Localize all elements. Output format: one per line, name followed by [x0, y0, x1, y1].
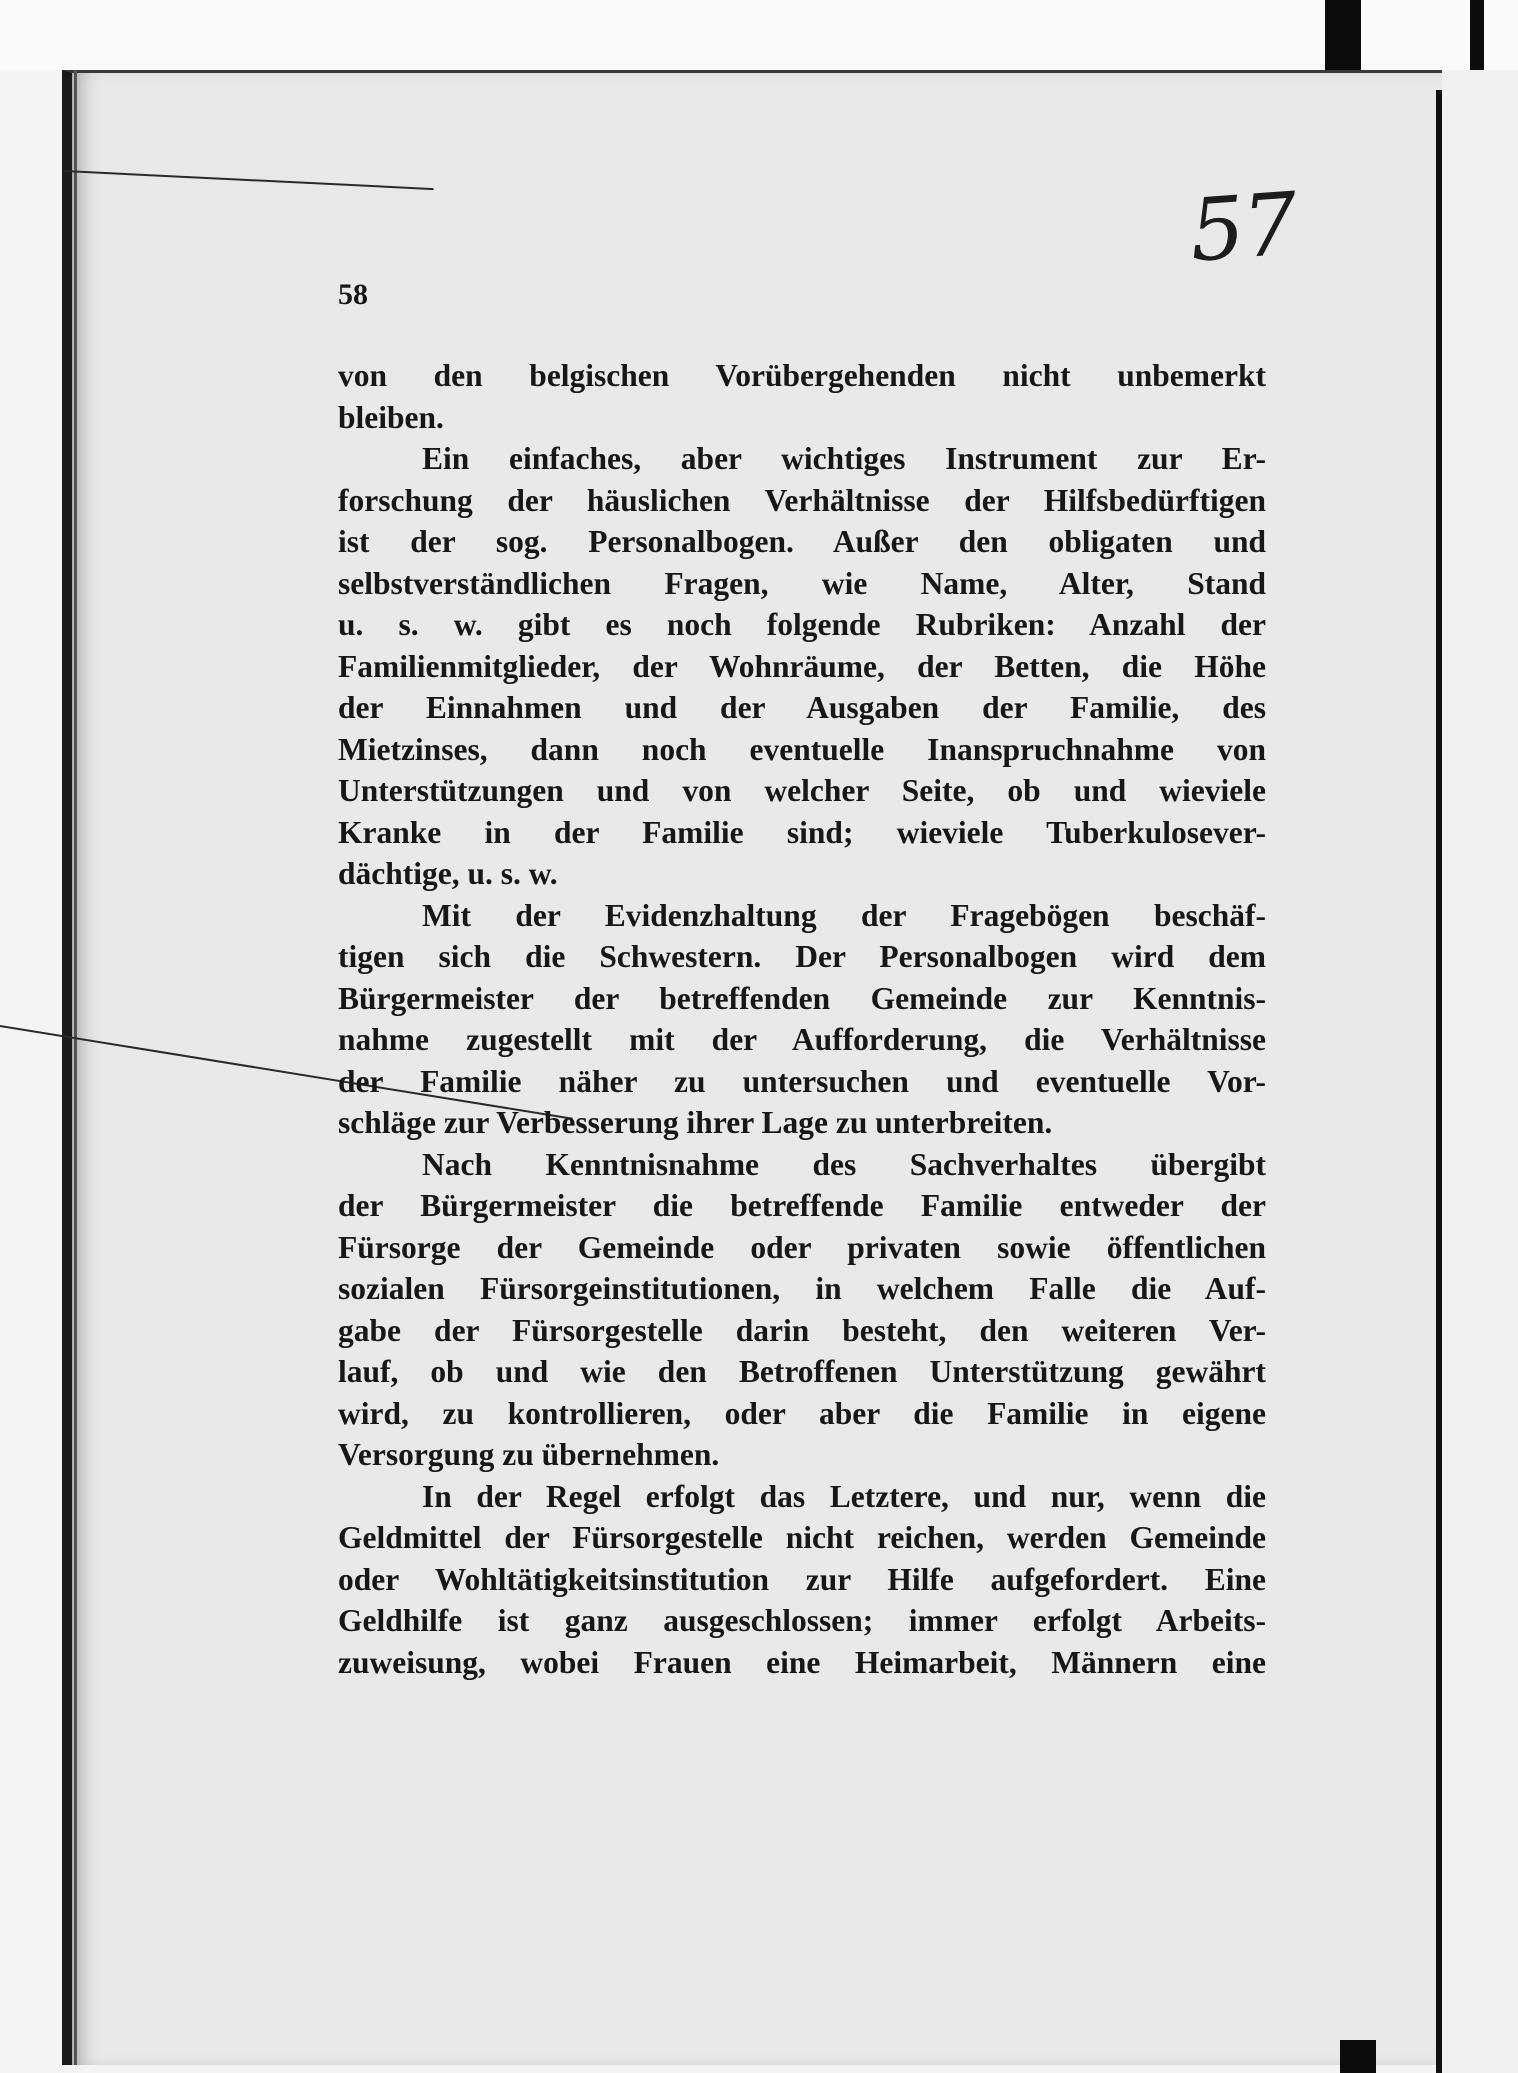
- binding-mark-bottom: [1340, 2040, 1376, 2073]
- text-line: forschung der häuslichen Verhältnisse der Hilfsbedürftigen: [338, 482, 1266, 518]
- body-text: [338, 355, 1266, 1683]
- text-line: Bürgermeister der betreffenden Gemeinde zur Kenntnis-: [338, 980, 1266, 1016]
- text-line: ist der sog. Personalbogen. Außer den obligaten und: [338, 524, 1266, 559]
- text-line: Nach Kenntnisnahme des Sachverhaltes übergibt: [422, 1146, 1266, 1182]
- text-line: Geldmittel der Fürsorgestelle nicht reichen, werden Gemeinde: [338, 1520, 1266, 1555]
- text-line: In der Regel erfolgt das Letztere, und nur, wenn die: [422, 1478, 1266, 1514]
- binding-mark-top-right: [1470, 0, 1484, 72]
- text-line: tigen sich die Schwestern. Der Personalbogen wird dem: [338, 939, 1266, 974]
- text-line: Kranke in der Familie sind; wieviele Tuberkulosever-: [338, 814, 1266, 850]
- text-line: bleiben.: [338, 399, 444, 435]
- text-line: der Bürgermeister die betreffende Familie entweder der: [338, 1188, 1266, 1223]
- handwritten-folio-number: 57: [1186, 174, 1299, 282]
- text-line: zuweisung, wobei Frauen eine Heimarbeit, Männern eine: [338, 1644, 1266, 1680]
- text-line: Ein einfaches, aber wichtiges Instrument zur Er-: [422, 441, 1266, 476]
- text-line: lauf, ob und wie den Betroffenen Unterstützung gewährt: [338, 1354, 1266, 1389]
- text-line: Mit der Evidenzhaltung der Fragebögen beschäf-: [422, 897, 1266, 933]
- text-line: Unterstützungen und von welcher Seite, ob und wieviele: [338, 773, 1266, 808]
- text-line: der Einnahmen und der Ausgaben der Familie, des: [338, 690, 1266, 725]
- scan-background-top: [0, 0, 1518, 70]
- binding-mark-top: [1325, 0, 1361, 72]
- page-spine-shadow: [74, 70, 77, 2065]
- text-line: dächtige, u. s. w.: [338, 856, 558, 891]
- text-line: Familienmitglieder, der Wohnräume, der Betten, die Höhe: [338, 648, 1266, 684]
- text-line: nahme zugestellt mit der Aufforderung, die Verhältnisse: [338, 1022, 1266, 1057]
- text-line: der Familie näher zu untersuchen und eventuelle Vor-: [338, 1063, 1266, 1099]
- page-number: 58: [338, 278, 368, 311]
- text-line: Geldhilfe ist ganz ausgeschlossen; immer erfolgt Arbeits-: [338, 1603, 1266, 1638]
- text-line: von den belgischen Vorübergehenden nicht unbemerkt: [338, 358, 1266, 393]
- text-line: sozialen Fürsorgeinstitutionen, in welchem Falle die Auf-: [338, 1271, 1266, 1306]
- text-line: Versorgung zu übernehmen.: [338, 1437, 720, 1472]
- text-line: Fürsorge der Gemeinde oder privaten sowie öffentlichen: [338, 1229, 1266, 1265]
- text-line: schläge zur Verbesserung ihrer Lage zu unterbreiten.: [338, 1105, 1053, 1140]
- page-right-edge: [1436, 90, 1442, 2073]
- text-line: wird, zu kontrollieren, oder aber die Familie in eigene: [338, 1395, 1266, 1431]
- text-line: selbstverständlichen Fragen, wie Name, Alter, Stand: [338, 565, 1266, 601]
- text-line: gabe der Fürsorgestelle darin besteht, den weiteren Ver-: [338, 1312, 1266, 1348]
- text-line: oder Wohltätigkeitsinstitution zur Hilfe aufgefordert. Eine: [338, 1561, 1266, 1597]
- text-line: Mietzinses, dann noch eventuelle Inanspruchnahme von: [338, 731, 1266, 767]
- next-page-edge: [1442, 70, 1518, 2073]
- text-line: u. s. w. gibt es noch folgende Rubriken: Anzahl der: [338, 607, 1266, 642]
